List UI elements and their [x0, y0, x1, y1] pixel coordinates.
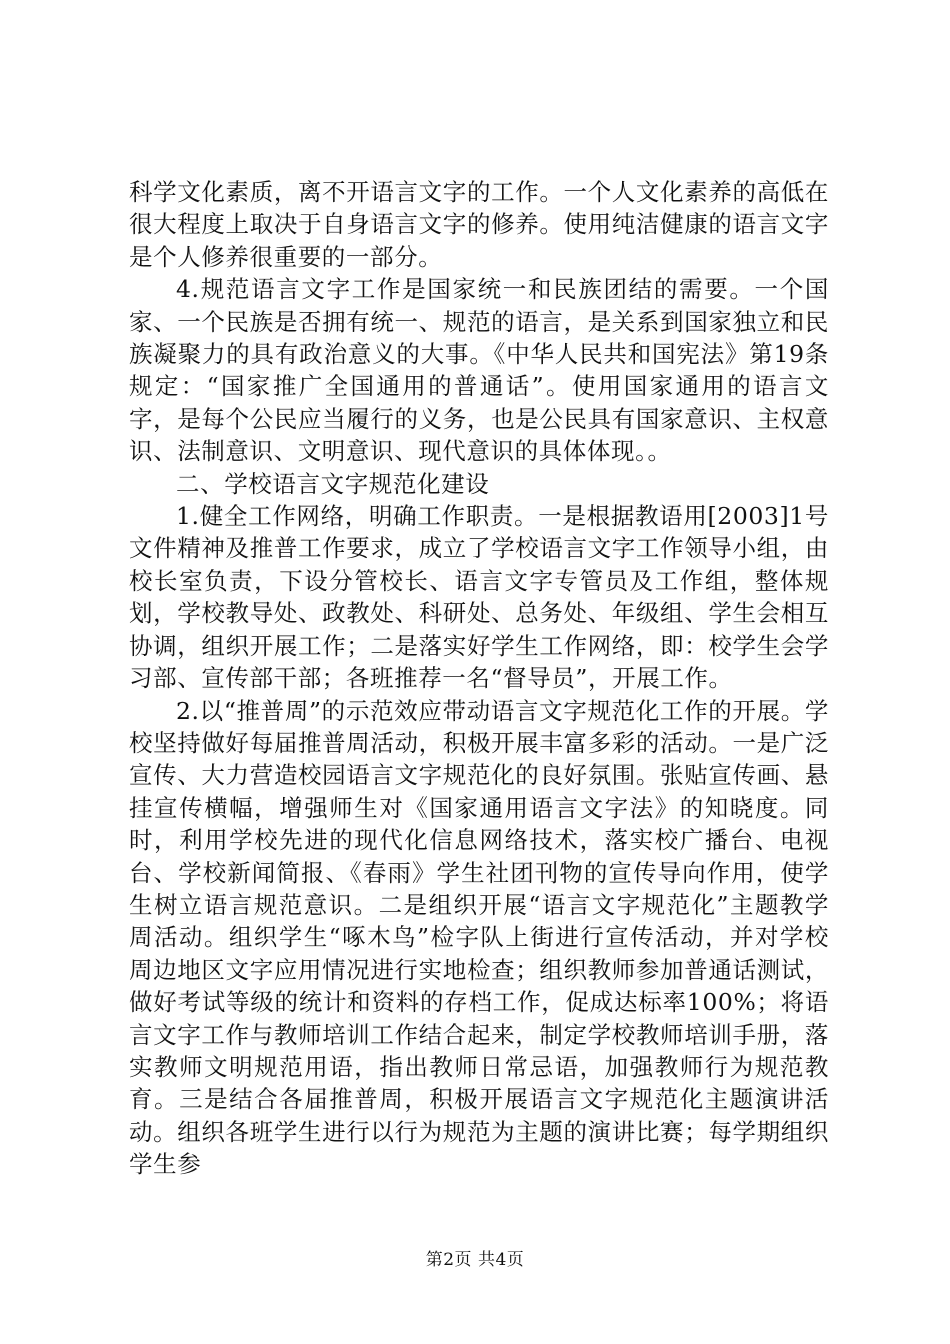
- document-body: [129, 176, 829, 1181]
- page-number-footer: 第2页 共4页: [425, 1250, 525, 1270]
- paragraph-point-1: 1.健全工作网络，明确工作职责。一是根据教语用[2003]1号文件精神及推普工作要求，成立了学校语言文字工作领导小组，由校长室负责，下设分管校长、语言文字专管员及工作组，整体规划，学校教导处、政教处、科研处、总务处、年级组、学生会相互协调，组织开展工作；二是落实好学生工作网络，即：校学生会学习部、宣传部干部；各班推荐一名“督导员”，开展工作。: [129, 502, 829, 693]
- paragraph-continuation: 科学文化素质，离不开语言文字的工作。一个人文化素养的高低在很大程度上取决于自身语言文字的修养。使用纯洁健康的语言文字是个人修养很重要的一部分。: [129, 178, 829, 271]
- paragraph-point-2: 2.以“推普周”的示范效应带动语言文字规范化工作的开展。学校坚持做好每届推普周活动，积极开展丰富多彩的活动。一是广泛宣传、大力营造校园语言文字规范化的良好氛围。张贴宣传画、悬挂宣传横幅，增强师生对《国家通用语言文字法》的知晓度。同时，利用学校先进的现代化信息网络技术，落实校广播台、电视台、学校新闻简报、《春雨》学生社团刊物的宣传导向作用，使学生树立语言规范意识。二是组织开展“语言文字规范化”主题教学周活动。组织学生“啄木鸟”检字队上街进行宣传活动，并对学校周边地区文字应用情况进行实地检查；组织教师参加普通话测试，做好考试等级的统计和资料的存档工作，促成达标率100%；将语言文字工作与教师培训工作结合起来，制定学校教师培训手册，落实教师文明规范用语，指出教师日常忌语，加强教师行为规范教育。三是结合各届推普周，积极开展语言文字规范化主题演讲活动。组织各班学生进行以行为规范为主题的演讲比赛；每学期组织学生参: [129, 696, 829, 1179]
- paragraph-point-4: 4.规范语言文字工作是国家统一和民族团结的需要。一个国家、一个民族是否拥有统一、规范的语言，是关系到国家独立和民族凝聚力的具有政治意义的大事。《中华人民共和国宪法》第19条规定：“国家推广全国通用的普通话”。使用国家通用的语言文字，是每个公民应当履行的义务，也是公民具有国家意识、主权意识、法制意识、文明意识、现代意识的具体体现。。: [129, 275, 829, 466]
- section-heading: 二、学校语言文字规范化建设: [176, 469, 490, 498]
